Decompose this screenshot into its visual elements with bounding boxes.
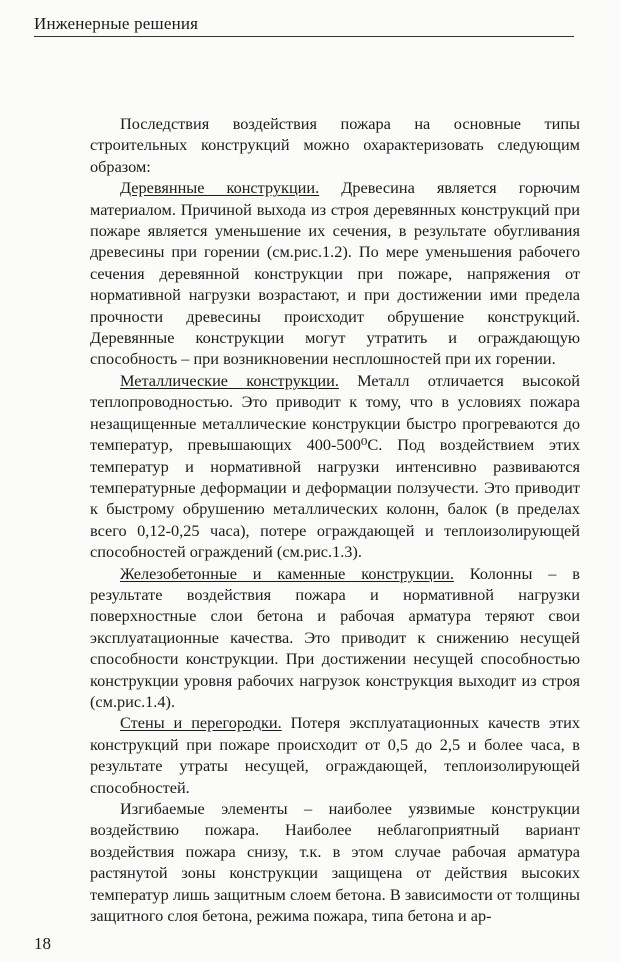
paragraph-metal-structures <box>90 370 580 563</box>
body-text <box>90 113 580 926</box>
paragraph-text: Последствия воздействия пожара на основные типы строительных конструкций можно охарактеризовать следующим образом: <box>90 114 580 176</box>
section-subheading: Металлические конструкции. <box>120 370 339 390</box>
section-subheading: Железобетонные и каменные конструкции. <box>120 563 454 583</box>
section-subheading: Деревянные конструкции. <box>120 178 320 198</box>
paragraph-intro <box>90 113 580 177</box>
paragraph-text: Изгибаемые элементы – наиболее уязвимые конструкции воздействию пожара. Наиболее неблагоприятный вариант воздействия пожара снизу, т.к. в этом случае рабочая арматура растянутой зоны конструкции защищена от действия высоких температур лишь защитным слоем бетона. В зависимости от толщины защитного слоя бетона, режима пожара, типа бетона и ар- <box>90 799 580 926</box>
paragraph-text: Древесина является горючим материалом. Причиной выхода из строя деревянных конструкций при пожаре является уменьшение их сечения, в результате обугливания древесины при горении (см.рис.1.2). По мере уменьшения рабочего сечения деревянной конструкции при пожаре, напряжения от нормативной нагрузки возрастают, и при достижении ими предела прочности древесины происходит обрушение конструкций. Деревянные конструкции могут утратить и ограждающую способность – при возникновении несплошностей при их горении. <box>90 178 581 369</box>
paragraph-walls-partitions <box>90 712 580 798</box>
paragraph-concrete-structures <box>90 563 580 713</box>
paragraph-text: Потеря эксплуатационных качеств этих конструкций при пожаре происходит от 0,5 до 2,5 и более часа, в результате утраты несущей, ограждающей, теплоизолирующей способностей. <box>90 713 580 797</box>
section-subheading: Стены и перегородки. <box>120 713 282 733</box>
paragraph-text: Металл отличается высокой теплопроводностью. Это приводит к тому, что в условиях пожара незащищенные металлические конструкции быстро прогреваются до температур, превышающих 400-500⁰С. Под воздействием этих температур и нормативной нагрузки интенсивно развиваются температурные деформации и деформации ползучести. Это приводит к быстрому обрушению металлических колонн, балок (в пределах всего 0,12-0,25 часа), потере ограждающей и теплоизолирующей способностей ограждений (см.рис.1.3). <box>90 370 580 562</box>
paragraph-text: Колонны – в результате воздействия пожара и нормативной нагрузки поверхностные слои бетона и рабочая арматура теряют свои эксплуатационные качества. Это приводит к снижению несущей способности конструкции. При достижении несущей способностью конструкции уровня рабочих нагрузок конструкция выходит из строя (см.рис.1.4). <box>90 563 580 711</box>
page-number: 18 <box>34 934 51 953</box>
running-header: Инженерные решения <box>34 14 574 37</box>
paragraph-wooden-structures <box>90 177 580 370</box>
paragraph-bending-elements <box>90 798 580 926</box>
